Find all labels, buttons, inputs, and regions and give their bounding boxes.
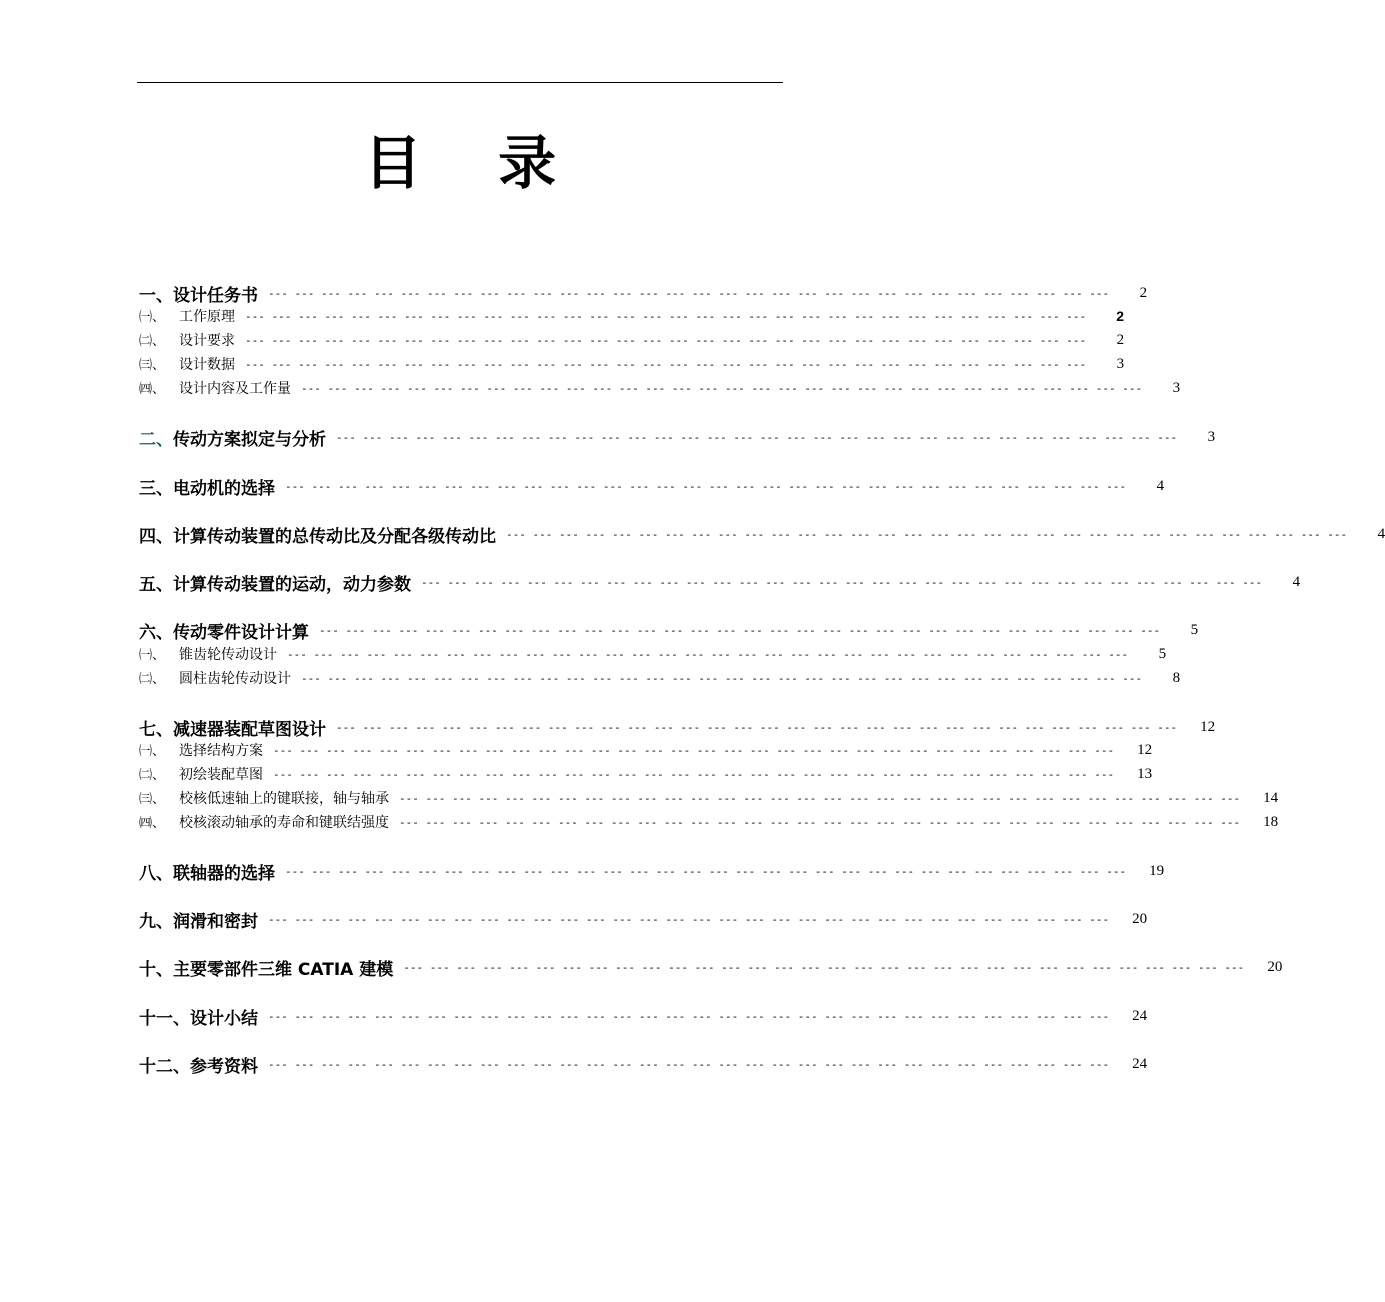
toc-entry-text: 设计数据 — [179, 357, 235, 373]
toc-entry-text: 设计小结 — [190, 1008, 258, 1029]
toc-entry-page: 20 — [1132, 910, 1148, 927]
toc-entry[interactable] — [139, 860, 1165, 884]
toc-entry-page: 5 — [1158, 645, 1167, 662]
toc-entry[interactable] — [139, 475, 1165, 499]
toc-entry-text: 参考资料 — [190, 1056, 258, 1077]
toc-entry-number: 七、 — [139, 719, 173, 740]
toc-entry-text: 计算传动装置的运动，动力参数 — [173, 574, 411, 595]
toc-entry-page: 8 — [1172, 669, 1181, 686]
toc-entry[interactable] — [139, 908, 1148, 932]
toc-entry-text: 校核低速轴上的键联接，轴与轴承 — [179, 791, 389, 807]
dot-leader: --- --- --- --- --- --- --- --- --- --- --- --- --- --- --- --- --- --- --- --- --- --- --- --- --- --- --- --- --- --- --- --- — [336, 720, 1178, 734]
toc-entry-text: 设计要求 — [179, 333, 235, 349]
dot-leader: --- --- --- --- --- --- --- --- --- --- --- --- --- --- --- --- --- --- --- --- --- --- --- --- --- --- --- --- --- --- --- --- — [268, 1057, 1110, 1071]
dot-leader: --- --- --- --- --- --- --- --- --- --- --- --- --- --- --- --- --- --- --- --- --- --- --- --- --- --- --- --- --- --- --- --- — [506, 527, 1348, 541]
toc-entry[interactable] — [139, 1053, 1148, 1077]
toc-entry-page: 2 — [1139, 284, 1148, 301]
toc-entry-number: 九、 — [139, 911, 173, 932]
toc-entry[interactable] — [139, 763, 1153, 785]
toc-entry-number: 十、 — [139, 959, 173, 980]
toc-entry-number: ㈠、 — [139, 744, 166, 759]
toc-entry-page: 2 — [1116, 331, 1125, 348]
toc-entry-page: 24 — [1132, 1055, 1148, 1072]
toc-entry-text: 传动方案拟定与分析 — [173, 429, 326, 450]
dot-leader: --- --- --- --- --- --- --- --- --- --- --- --- --- --- --- --- --- --- --- --- --- --- --- --- --- --- --- --- --- --- --- --- — [319, 623, 1161, 637]
dot-leader: --- --- --- --- --- --- --- --- --- --- --- --- --- --- --- --- --- --- --- --- --- --- --- --- --- --- --- --- --- --- --- --- — [268, 912, 1110, 926]
toc-entry-number: ㈡、 — [139, 672, 166, 687]
toc-entry-page: 13 — [1137, 765, 1153, 782]
toc-entry-number: 十二、 — [139, 1056, 190, 1077]
toc-entry-number: 四、 — [139, 526, 173, 547]
toc-entry-page: 4 — [1292, 573, 1301, 590]
toc-entry[interactable] — [139, 956, 1283, 980]
toc-entry[interactable] — [139, 353, 1125, 375]
toc-entry-page: 18 — [1263, 813, 1279, 830]
toc-entry-text: 工作原理 — [179, 309, 235, 325]
toc-entry-page: 12 — [1137, 741, 1153, 758]
toc-entry-page: 19 — [1149, 862, 1165, 879]
toc-entry-number: 六、 — [139, 622, 173, 643]
toc-entry-page: 3 — [1172, 379, 1181, 396]
dot-leader: --- --- --- --- --- --- --- --- --- --- --- --- --- --- --- --- --- --- --- --- --- --- --- --- --- --- --- --- --- --- --- --- — [336, 430, 1178, 444]
toc-entry-number: 三、 — [139, 478, 173, 499]
toc-entry[interactable] — [139, 643, 1167, 665]
dot-leader: --- --- --- --- --- --- --- --- --- --- --- --- --- --- --- --- --- --- --- --- --- --- --- --- --- --- --- --- --- --- --- --- — [301, 671, 1143, 685]
toc-entry-text: 电动机的选择 — [173, 478, 275, 499]
toc-entry[interactable] — [139, 1005, 1148, 1029]
dot-leader: --- --- --- --- --- --- --- --- --- --- --- --- --- --- --- --- --- --- --- --- --- --- --- --- --- --- --- --- --- --- --- --- — [245, 357, 1087, 371]
toc-entry-page: 2 — [1116, 308, 1125, 324]
toc-entry-number: ㈡、 — [139, 768, 166, 783]
dot-leader: --- --- --- --- --- --- --- --- --- --- --- --- --- --- --- --- --- --- --- --- --- --- --- --- --- --- --- --- --- --- --- --- — [421, 575, 1263, 589]
toc-entry-text: 初绘装配草图 — [179, 767, 263, 783]
toc-entry[interactable] — [139, 571, 1301, 595]
toc-entry[interactable] — [139, 305, 1125, 327]
dot-leader: --- --- --- --- --- --- --- --- --- --- --- --- --- --- --- --- --- --- --- --- --- --- --- --- --- --- --- --- --- --- --- --- — [399, 815, 1241, 829]
toc-entry-text: 设计内容及工作量 — [179, 381, 291, 397]
dot-leader: --- --- --- --- --- --- --- --- --- --- --- --- --- --- --- --- --- --- --- --- --- --- --- --- --- --- --- --- --- --- --- --- — [403, 960, 1245, 974]
toc-entry-number: ㈢、 — [139, 358, 166, 373]
dot-leader: --- --- --- --- --- --- --- --- --- --- --- --- --- --- --- --- --- --- --- --- --- --- --- --- --- --- --- --- --- --- --- --- — [245, 333, 1087, 347]
toc-entry-text: 设计任务书 — [173, 285, 258, 306]
dot-leader: --- --- --- --- --- --- --- --- --- --- --- --- --- --- --- --- --- --- --- --- --- --- --- --- --- --- --- --- --- --- --- --- — [287, 647, 1129, 661]
toc-entry-page: 12 — [1200, 718, 1216, 735]
toc-entry-text: 圆柱齿轮传动设计 — [179, 671, 291, 687]
toc-entry-number: 二、 — [139, 429, 173, 450]
toc-entry-page: 5 — [1190, 621, 1199, 638]
toc-entry-number: 十一、 — [139, 1008, 190, 1029]
toc-entry-text: 润滑和密封 — [173, 911, 258, 932]
toc-entry-text: 主要零部件三维 CATIA 建模 — [173, 959, 394, 980]
toc-entry-number: ㈣、 — [139, 382, 166, 397]
toc-entry-number: ㈣、 — [139, 816, 166, 831]
toc-entry-number: ㈡、 — [139, 334, 166, 349]
toc-entry-text: 联轴器的选择 — [173, 863, 275, 884]
dot-leader: --- --- --- --- --- --- --- --- --- --- --- --- --- --- --- --- --- --- --- --- --- --- --- --- --- --- --- --- --- --- --- --- — [273, 743, 1115, 757]
toc-entry-page: 3 — [1116, 355, 1125, 372]
toc-entry-text: 计算传动装置的总传动比及分配各级传动比 — [173, 526, 496, 547]
dot-leader: --- --- --- --- --- --- --- --- --- --- --- --- --- --- --- --- --- --- --- --- --- --- --- --- --- --- --- --- --- --- --- --- — [273, 767, 1115, 781]
toc-entry-number: 五、 — [139, 574, 173, 595]
toc-entry[interactable] — [139, 667, 1181, 689]
toc-entry[interactable] — [139, 811, 1279, 833]
toc-entry[interactable] — [139, 426, 1216, 450]
toc-entry-number: 一、 — [139, 285, 173, 306]
toc-entry-text: 减速器装配草图设计 — [173, 719, 326, 740]
toc-entry-text: 校核滚动轴承的寿命和键联结强度 — [179, 815, 389, 831]
toc-entry-page: 24 — [1132, 1007, 1148, 1024]
dot-leader: --- --- --- --- --- --- --- --- --- --- --- --- --- --- --- --- --- --- --- --- --- --- --- --- --- --- --- --- --- --- --- --- — [285, 479, 1127, 493]
toc-entry-number: ㈢、 — [139, 792, 166, 807]
dot-leader: --- --- --- --- --- --- --- --- --- --- --- --- --- --- --- --- --- --- --- --- --- --- --- --- --- --- --- --- --- --- --- --- — [268, 1009, 1110, 1023]
toc-entry-text: 选择结构方案 — [179, 743, 263, 759]
toc-entry-page: 20 — [1267, 958, 1283, 975]
toc-entry-page: 3 — [1207, 428, 1216, 445]
toc-entry[interactable] — [139, 739, 1153, 761]
toc-entry-page: 14 — [1263, 789, 1279, 806]
toc-entry[interactable] — [139, 377, 1181, 399]
toc-entry-text: 传动零件设计计算 — [173, 622, 309, 643]
toc-entry[interactable] — [139, 329, 1125, 351]
toc-entry[interactable] — [139, 716, 1216, 740]
page-title: 目 录 — [363, 129, 585, 197]
toc-entry-number: ㈠、 — [139, 310, 166, 325]
toc-entry[interactable] — [139, 523, 1385, 547]
toc-entry[interactable] — [139, 619, 1199, 643]
toc-entry-page: 4 — [1377, 525, 1385, 542]
toc-entry-number: 八、 — [139, 863, 173, 884]
toc-entry-page: 4 — [1156, 477, 1165, 494]
toc-entry-number: ㈠、 — [139, 648, 166, 663]
dot-leader: --- --- --- --- --- --- --- --- --- --- --- --- --- --- --- --- --- --- --- --- --- --- --- --- --- --- --- --- --- --- --- --- — [245, 309, 1087, 323]
dot-leader: --- --- --- --- --- --- --- --- --- --- --- --- --- --- --- --- --- --- --- --- --- --- --- --- --- --- --- --- --- --- --- --- — [268, 286, 1110, 300]
toc-entry[interactable] — [139, 787, 1279, 809]
dot-leader: --- --- --- --- --- --- --- --- --- --- --- --- --- --- --- --- --- --- --- --- --- --- --- --- --- --- --- --- --- --- --- --- — [285, 864, 1127, 878]
toc-entry-text: 锥齿轮传动设计 — [179, 647, 277, 663]
toc-entry[interactable] — [139, 282, 1148, 306]
dot-leader: --- --- --- --- --- --- --- --- --- --- --- --- --- --- --- --- --- --- --- --- --- --- --- --- --- --- --- --- --- --- --- --- — [399, 791, 1241, 805]
dot-leader: --- --- --- --- --- --- --- --- --- --- --- --- --- --- --- --- --- --- --- --- --- --- --- --- --- --- --- --- --- --- --- --- — [301, 381, 1143, 395]
